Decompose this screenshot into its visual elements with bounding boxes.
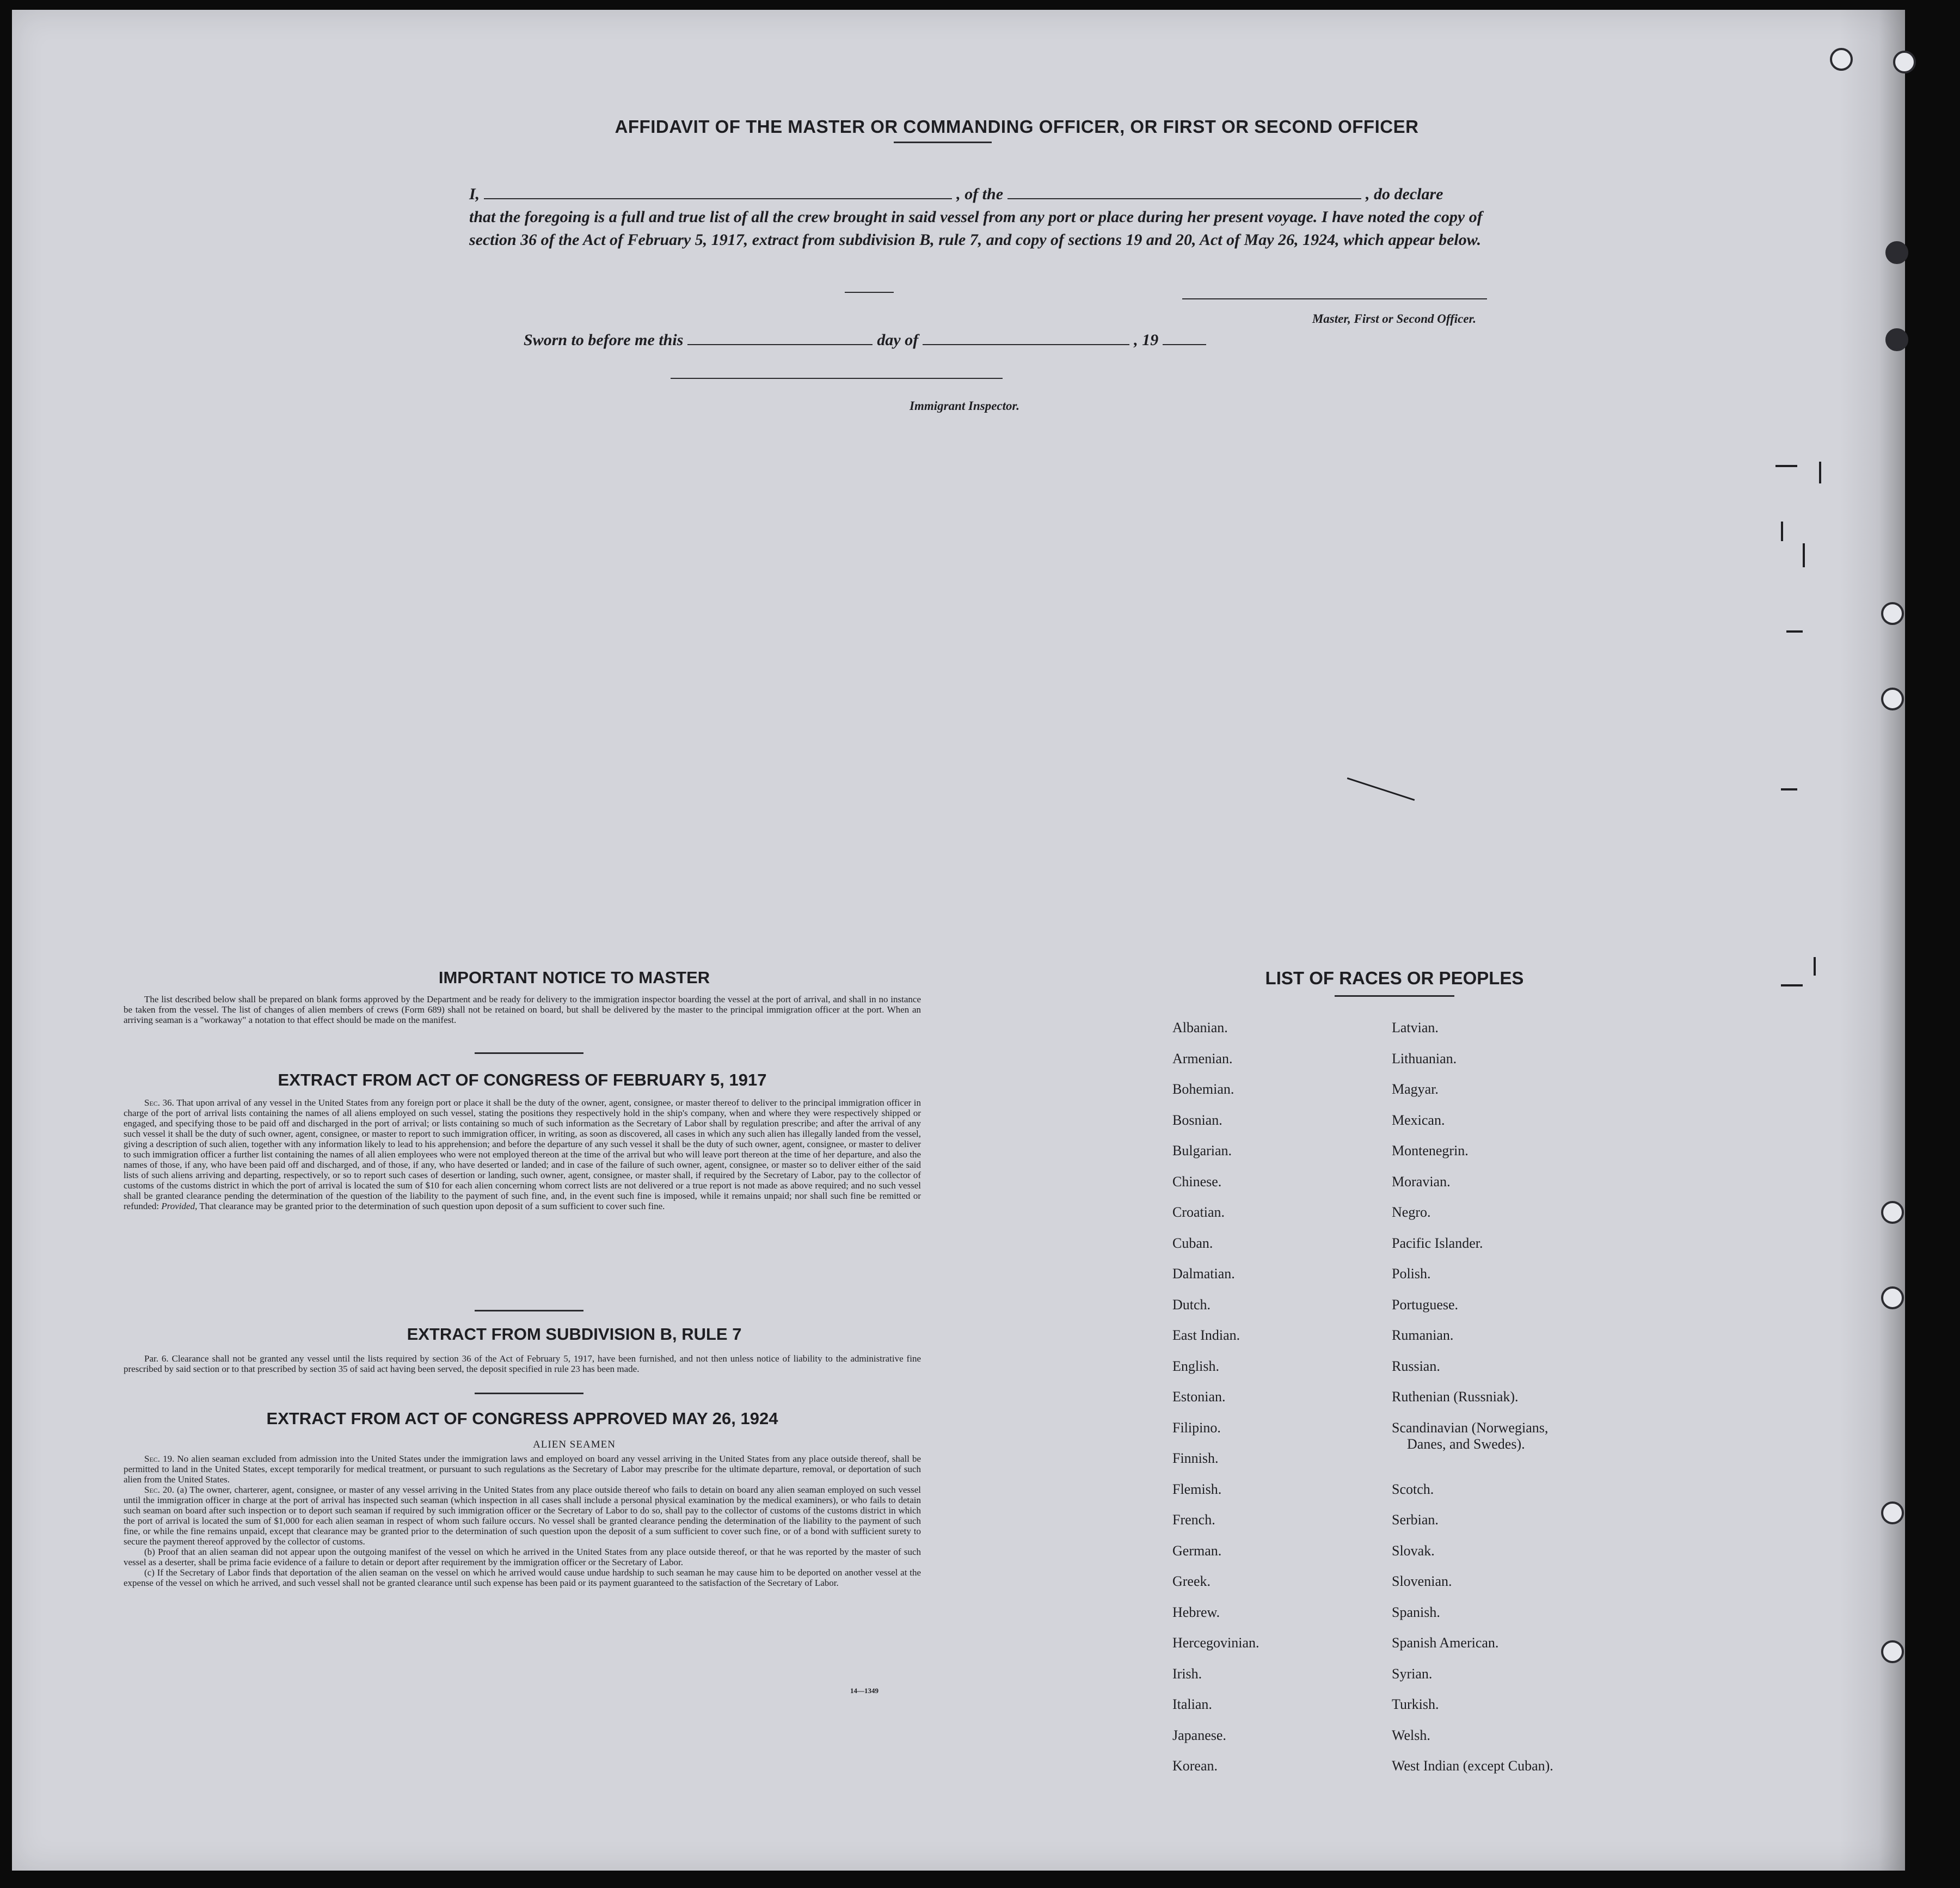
extract-rule7-text bbox=[124, 1353, 921, 1374]
races-title: LIST OF RACES OR PEOPLES bbox=[1265, 968, 1524, 988]
proviso-word: Provided, bbox=[161, 1201, 198, 1211]
sworn-prefix: Sworn to before me this bbox=[524, 331, 684, 349]
sworn-year-field[interactable] bbox=[1163, 332, 1206, 345]
race-item: Russian. bbox=[1392, 1358, 1440, 1374]
race-item: Negro. bbox=[1392, 1204, 1431, 1220]
races-left-column bbox=[1172, 1020, 1259, 1789]
extract-1924-title: EXTRACT FROM ACT OF CONGRESS APPROVED MAY 26, 1924 bbox=[266, 1409, 778, 1428]
vessel-name-field[interactable] bbox=[1007, 186, 1361, 199]
binder-hole bbox=[1893, 51, 1916, 73]
section-36-paragraph bbox=[124, 1098, 921, 1211]
race-item: Croatian. bbox=[1172, 1204, 1225, 1220]
race-item: Mexican. bbox=[1392, 1112, 1445, 1128]
affidavit-i-label: I, bbox=[469, 185, 480, 203]
race-item: Syrian. bbox=[1392, 1665, 1433, 1682]
race-item: Spanish. bbox=[1392, 1604, 1440, 1620]
master-name-field[interactable] bbox=[484, 186, 952, 199]
race-item: Cuban. bbox=[1172, 1235, 1213, 1251]
page-edge-shadow bbox=[1840, 10, 1905, 1871]
signature-label: Master, First or Second Officer. bbox=[1312, 312, 1476, 326]
proviso-text: That clearance may be granted prior to the determination of such question upon deposit of a sum sufficient to cover such fine. bbox=[199, 1201, 665, 1211]
race-item-line: Scandinavian (Norwegians, bbox=[1392, 1419, 1549, 1436]
race-item: Rumanian. bbox=[1392, 1327, 1454, 1343]
race-item: Korean. bbox=[1172, 1758, 1218, 1774]
section-20a-paragraph bbox=[124, 1485, 921, 1547]
rule7-paragraph: Par. 6. Clearance shall not be granted any vessel until the lists required by section 36 of the Act of February 5, 1917, have been furnished, and not then unless notice of liability to the administrative fine prescribed by said section or to that prescribed by section 35 of said act having been served, the deposit specified in rule 23 has been made. bbox=[124, 1353, 921, 1374]
divider bbox=[475, 1052, 583, 1054]
race-item-line: Danes, and Swedes). bbox=[1407, 1436, 1525, 1452]
race-item: Scotch. bbox=[1392, 1481, 1434, 1497]
scan-mark bbox=[1775, 465, 1797, 467]
race-item: Montenegrin. bbox=[1392, 1143, 1469, 1158]
race-item: Slovak. bbox=[1392, 1542, 1435, 1559]
race-item: Moravian. bbox=[1392, 1173, 1451, 1190]
race-item: Albanian. bbox=[1172, 1020, 1228, 1035]
binder-hole bbox=[1881, 1201, 1904, 1224]
race-item: Serbian. bbox=[1392, 1512, 1439, 1528]
race-item: East Indian. bbox=[1172, 1327, 1240, 1343]
scan-mark bbox=[1814, 957, 1816, 976]
section-36-label: Sec. 36. bbox=[144, 1098, 174, 1108]
section-20c-paragraph: (c) If the Secretary of Labor finds that deportation of the alien seaman on the vessel on which he arrived would cause undue hardship to such seaman he may cause him to be deported on another vessel at the expense of the vessel on which he arrived, and such vessel shall not be granted clearance until such expense has been paid or its payment guaranteed to the satisfaction of the Secretary of Labor. bbox=[124, 1567, 921, 1588]
notice-paragraph: The list described below shall be prepared on blank forms approved by the Department and be ready for delivery to the immigration inspector boarding the vessel at the port of arrival, and shall in no instance be taken from the vessel. The list of changes of alien members of crews (Form 689) shall not be retained on board, but shall be delivered by the master to the principal immigration officer at the port. When an arriving seaman is a "workaway" a notation to that effect should be made on the manifest. bbox=[124, 994, 921, 1025]
section-19-text: No alien seaman excluded from admission into the United States under the immigration laws and employed on board any vessel arriving in the United States from any place outside thereof, shall be permitted to land in the United States, except temporarily for medical treatment, or pursuant to such regulations as the Secretary of Labor may prescribe for the ultimate departure, removal, or deportation of such alien from the United States. bbox=[124, 1454, 921, 1485]
affidavit-do-declare-label: , do declare bbox=[1366, 185, 1443, 203]
race-item: West Indian (except Cuban). bbox=[1392, 1758, 1553, 1774]
race-item: Hebrew. bbox=[1172, 1604, 1220, 1620]
alien-seamen-subtitle: ALIEN SEAMEN bbox=[533, 1439, 616, 1450]
race-item: Dalmatian. bbox=[1172, 1266, 1235, 1282]
extract-rule7-title: EXTRACT FROM SUBDIVISION B, RULE 7 bbox=[407, 1325, 742, 1344]
scan-mark bbox=[1786, 630, 1803, 633]
sworn-day-field[interactable] bbox=[687, 332, 873, 345]
extract-1917-title: EXTRACT FROM ACT OF CONGRESS OF FEBRUARY 5, 1917 bbox=[278, 1070, 767, 1089]
binder-hole bbox=[1881, 602, 1904, 625]
section-20-label: Sec. 20. bbox=[144, 1485, 175, 1495]
race-item: Polish. bbox=[1392, 1266, 1431, 1282]
scan-mark bbox=[1781, 522, 1783, 541]
divider bbox=[475, 1393, 583, 1394]
race-item: Welsh. bbox=[1392, 1727, 1430, 1743]
binder-hole bbox=[1881, 688, 1904, 710]
affidavit-of-the-label: , of the bbox=[956, 185, 1004, 203]
form-sheet bbox=[12, 10, 1905, 1871]
affidavit-title: AFFIDAVIT OF THE MASTER OR COMMANDING OFFICER, OR FIRST OR SECOND OFFICER bbox=[615, 117, 1419, 137]
form-number: 14—1349 bbox=[850, 1687, 878, 1695]
inspector-label: Immigrant Inspector. bbox=[910, 399, 1019, 413]
race-item: Estonian. bbox=[1172, 1389, 1226, 1405]
binder-hole bbox=[1885, 328, 1908, 351]
race-item: Ruthenian (Russniak). bbox=[1392, 1389, 1519, 1405]
race-item: Greek. bbox=[1172, 1573, 1211, 1589]
scan-mark bbox=[1781, 788, 1797, 790]
scan-mark bbox=[1781, 984, 1803, 986]
race-item: Japanese. bbox=[1172, 1727, 1226, 1743]
binder-hole bbox=[1881, 1286, 1904, 1309]
race-item: Filipino. bbox=[1172, 1419, 1221, 1436]
scan-mark bbox=[1803, 543, 1805, 567]
race-item: Armenian. bbox=[1172, 1050, 1233, 1066]
affidavit-body: that the foregoing is a full and true list of all the crew brought in said vessel from any port or place during her present voyage. I have noted the copy of section 36 of the Act of February 5, 1917, extract from subdivision B, rule 7, and copy of sections 19 and 20, Act of May 26, 1924, which appear below. bbox=[469, 208, 1483, 249]
inspector-signature-line[interactable] bbox=[671, 378, 1003, 379]
section-20b-paragraph: (b) Proof that an alien seaman did not appear upon the outgoing manifest of the vessel on which he arrived in the United States from any place outside thereof, or that he was reported by the master of such vessel as a deserter, shall be prima facie evidence of a failure to detain or deport after requirement by the immigration officer or the Secretary of Labor. bbox=[124, 1547, 921, 1567]
race-item: Chinese. bbox=[1172, 1173, 1222, 1190]
notice-title: IMPORTANT NOTICE TO MASTER bbox=[438, 968, 710, 987]
divider bbox=[475, 1310, 583, 1311]
race-item: Flemish. bbox=[1172, 1481, 1222, 1497]
race-item: Slovenian. bbox=[1392, 1573, 1452, 1589]
extract-1924-text bbox=[124, 1454, 921, 1588]
race-item: Portuguese. bbox=[1392, 1296, 1459, 1313]
race-item: Finnish. bbox=[1172, 1450, 1219, 1466]
signature-line[interactable] bbox=[1182, 298, 1487, 299]
section-20a-text: (a) The owner, charterer, agent, consignee, or master of any vessel arriving in the United States from any place outside thereof who fails to detain on board any alien seaman employed on such vessel until the immigration officer in charge at the port of arrival has inspected such seaman (which inspection in all cases shall include a personal physical examination by the medical examiners), or who fails to detain such seaman on board after such inspection or to deport such seaman if required by such immigration officer or the Secretary of Labor to do so, shall pay to the collector of customs of the customs district in which the port of arrival is located the sum of $1,000 for each alien seaman in respect of whom such failure occurs. No vessel shall be granted clearance pending the determination of the liability to the payment of such fine, or while the fine remains unpaid, except that clearance may be granted prior to the determination of such question upon the deposit of a sum sufficient to cover such fine, or of a bond with sufficient surety to secure the payment thereof approved by the collector of customs. bbox=[124, 1485, 921, 1547]
divider bbox=[894, 142, 992, 143]
race-item: Latvian. bbox=[1392, 1020, 1439, 1035]
affidavit-text bbox=[469, 183, 1524, 252]
race-item: German. bbox=[1172, 1542, 1222, 1559]
sworn-day-of-label: day of bbox=[877, 331, 919, 349]
affidavit-first-line bbox=[469, 183, 1524, 206]
section-19-label: Sec. 19. bbox=[144, 1454, 175, 1464]
race-item: Magyar. bbox=[1392, 1081, 1439, 1097]
race-item: Italian. bbox=[1172, 1696, 1212, 1712]
binder-hole bbox=[1830, 48, 1853, 71]
race-item: Bohemian. bbox=[1172, 1081, 1234, 1097]
race-item: Turkish. bbox=[1392, 1696, 1439, 1712]
races-right-column bbox=[1392, 1020, 1553, 1789]
race-item: Hercegovinian. bbox=[1172, 1635, 1259, 1651]
sworn-month-field[interactable] bbox=[923, 332, 1129, 345]
race-item: French. bbox=[1172, 1512, 1215, 1528]
divider bbox=[845, 292, 894, 293]
race-item: Irish. bbox=[1172, 1665, 1202, 1682]
section-36-text: That upon arrival of any vessel in the United States from any foreign port or place it shall be the duty of the owner, agent, consignee, or master thereof to deliver to the principal immigration officer in charge of the port of arrival lists containing the names of all aliens employed on such vessel, stating the positions they respectively hold in the ship's company, when and where they were respectively shipped or engaged, and specifying those to be paid off and discharged in the port of arrival; or lists containing so much of such information as the Secretary of Labor shall by regulation prescribe; and after the arrival of any such vessel it shall be the duty of such owner, agent, consignee, or master to report to such immigration officer, in writing, as soon as discovered, all cases in which any such alien has illegally landed from the vessel, giving a description of such alien, together with any information likely to lead to his apprehension; and before the departure of any such vessel it shall be the duty of such owner, agent, consignee, or master to deliver to such immigration officer a further list containing the names of all alien employees who were not employed thereon at the time of the arrival but who will leave port thereon at the time of her departure, and also the names of those, if any, who have been paid off and discharged, and of those, if any, who have deserted or landed; and in case of the failure of such owner, agent, consignee, or master so to deliver either of the said lists of such aliens arriving and departing, respectively, or so to report such cases of desertion or landing, such owner, agent, consignee, or master shall, if required by the Secretary of Labor, pay to the collector of customs of the customs district in which the port of arrival is located the sum of $10 for each alien concerning whom correct lists are not delivered or a true report is not made as above required; and no such vessel shall be granted clearance pending the determination of the question of the liability to the payment of such fine, and, in the event such fine is imposed, while it remains unpaid; nor shall such fine be remitted or refunded: bbox=[124, 1098, 921, 1211]
divider bbox=[1335, 995, 1454, 997]
race-item: Bosnian. bbox=[1172, 1112, 1222, 1128]
sworn-year-label: , 19 bbox=[1134, 331, 1159, 349]
scan-mark bbox=[1347, 777, 1415, 801]
race-item: Spanish American. bbox=[1392, 1635, 1499, 1651]
race-item bbox=[1392, 1420, 1553, 1481]
binder-hole bbox=[1881, 1640, 1904, 1663]
race-item: English. bbox=[1172, 1358, 1219, 1374]
race-item: Dutch. bbox=[1172, 1296, 1211, 1313]
extract-1917-text bbox=[124, 1098, 921, 1211]
binder-hole bbox=[1881, 1501, 1904, 1524]
race-item: Pacific Islander. bbox=[1392, 1235, 1483, 1251]
sworn-line bbox=[524, 331, 1340, 350]
race-item: Bulgarian. bbox=[1172, 1143, 1232, 1158]
binder-hole bbox=[1885, 241, 1908, 264]
notice-text bbox=[124, 994, 921, 1025]
scan-mark bbox=[1819, 462, 1821, 483]
race-item: Lithuanian. bbox=[1392, 1050, 1457, 1066]
section-19-paragraph bbox=[124, 1454, 921, 1485]
